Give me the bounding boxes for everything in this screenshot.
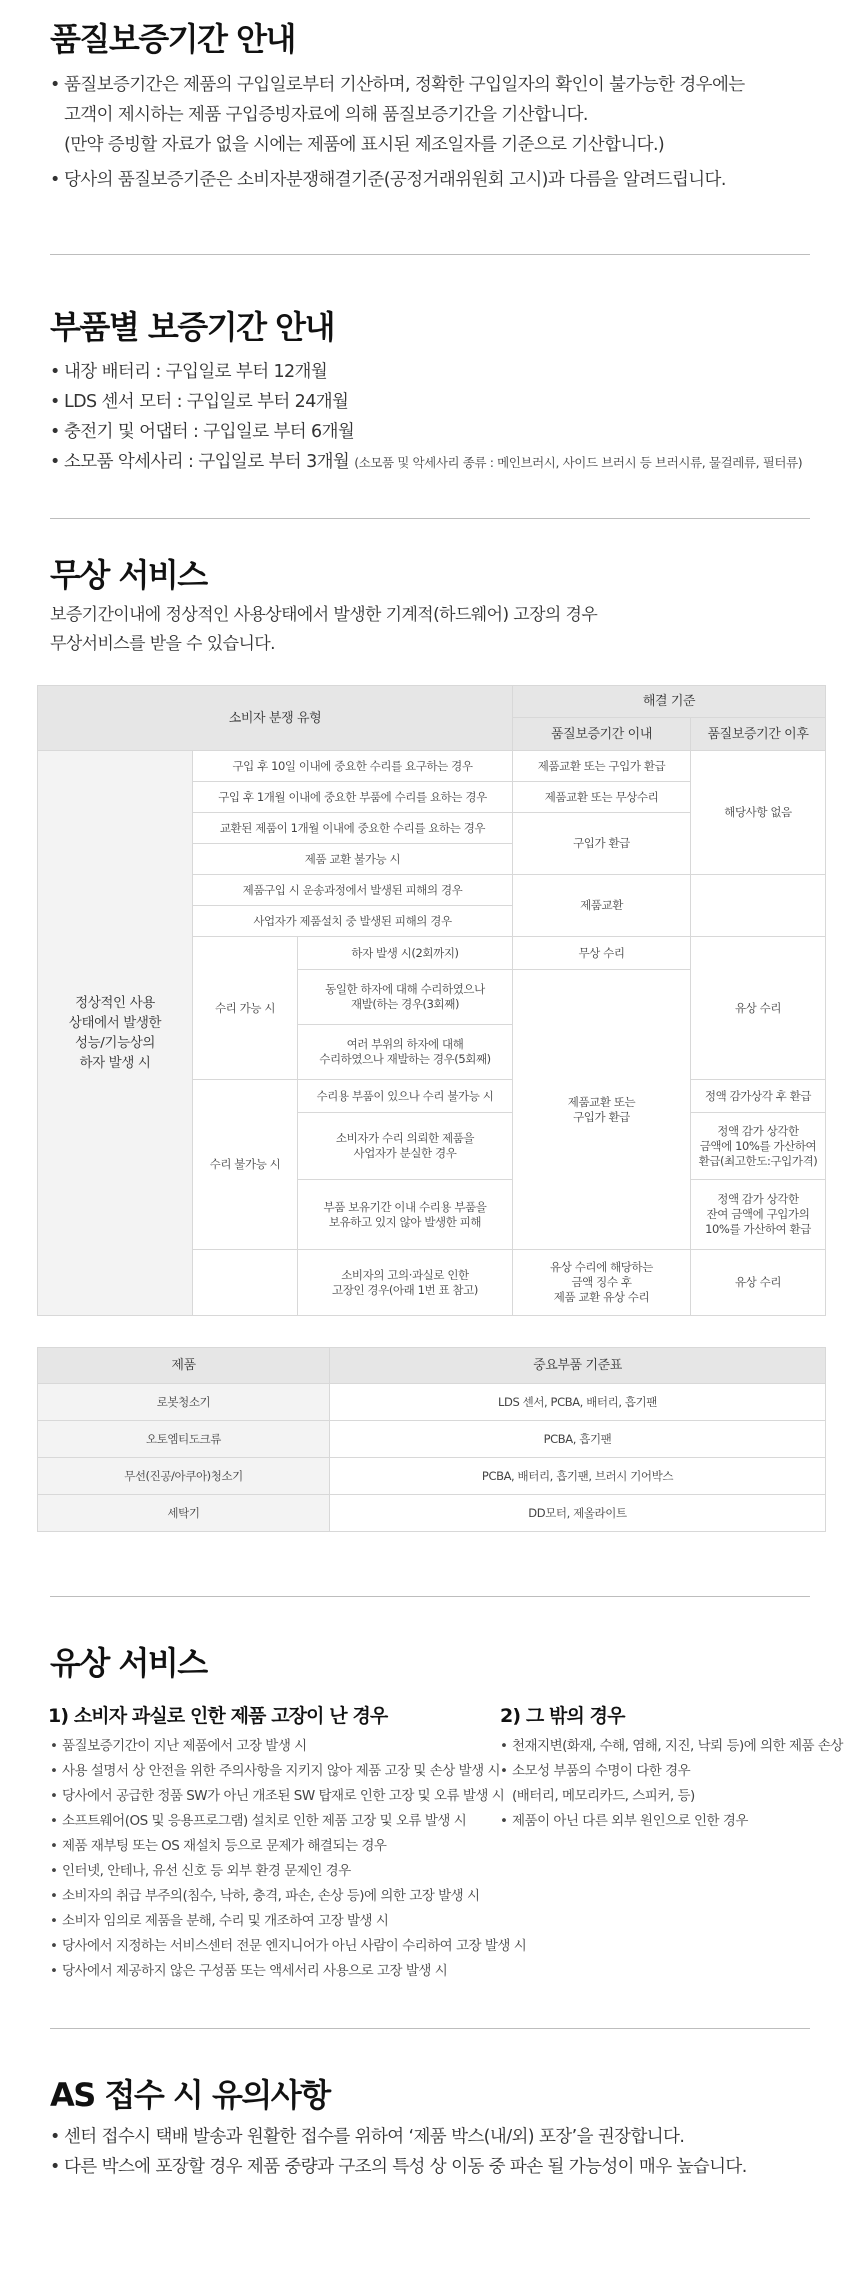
table-cell: 구입 후 1개월 이내에 중요한 부품에 수리를 요하는 경우: [193, 782, 513, 813]
list-item: • 당사의 품질보증기준은 소비자분쟁해결기준(공정거래위원회 고시)과 다름을 알려드립니다.: [50, 165, 745, 195]
table-cell: 오토엠티도크류: [38, 1421, 330, 1458]
table-cell: 구입가 환급: [513, 813, 691, 875]
table-cell: 하자 발생 시(2회까지): [298, 937, 513, 970]
list-item: • 인터넷, 안테나, 유선 신호 등 외부 환경 문제인 경우: [50, 1859, 526, 1884]
table-row: [38, 1384, 826, 1421]
bullet-icon: •: [50, 1913, 58, 1929]
table-cell: 수리 가능 시: [193, 937, 298, 1080]
table-cell: 정액 감가 상각한 금액에 10%를 가산하여 환급(최고한도:구입가격): [691, 1113, 826, 1180]
important-parts-table: [37, 1347, 826, 1532]
list-item: • 당사에서 공급한 정품 SW가 아닌 개조된 SW 탑재로 인한 고장 및 오류 발생 시: [50, 1784, 526, 1809]
header-product: 제품: [38, 1348, 330, 1384]
bullet-icon: •: [50, 170, 60, 190]
table-cell: 무상 수리: [513, 937, 691, 970]
table-cell: 로봇청소기: [38, 1384, 330, 1421]
bullet-icon: •: [50, 1938, 58, 1954]
table-cell: 제품교환 또는 구입가 환급: [513, 970, 691, 1250]
list-item: • 센터 접수시 택배 발송과 원활한 접수를 위하여 ‘제품 박스(내/외) 포장’을 권장합니다.: [50, 2122, 747, 2152]
list-item: • 당사에서 지정하는 서비스센터 전문 엔지니어가 아닌 사람이 수리하여 고장 발생 시: [50, 1934, 526, 1959]
table-cell: 구입 후 10일 이내에 중요한 수리를 요구하는 경우: [193, 751, 513, 782]
bullet-icon: •: [50, 1813, 58, 1829]
table-row: [38, 1495, 826, 1532]
table-cell: 세탁기: [38, 1495, 330, 1532]
list-item: • 소모성 부품의 수명이 다한 경우: [500, 1759, 843, 1784]
list-item: • LDS 센서 모터 : 구입일로 부터 24개월: [50, 387, 802, 417]
paid-service-title: 유상 서비스: [50, 1644, 207, 1682]
list-item: • 사용 설명서 상 안전을 위한 주의사항을 지키지 않아 제품 고장 및 손상 발생 시: [50, 1759, 526, 1784]
bullet-icon: •: [50, 1963, 58, 1979]
table-cell: 부품 보유기간 이내 수리용 부품을 보유하고 있지 않아 발생한 피해: [298, 1180, 513, 1250]
table-cell: 교환된 제품이 1개월 이내에 중요한 수리를 요하는 경우: [193, 813, 513, 844]
paid-negligence-list: [50, 1734, 526, 1984]
list-item: • 품질보증기간은 제품의 구입일로부터 기산하며, 정확한 구입일자의 확인이 불가능한 경우에는: [50, 70, 745, 100]
bullet-icon: •: [50, 422, 60, 442]
section-divider: [50, 518, 810, 519]
table-cell: 유상 수리: [691, 1250, 826, 1316]
table-row: [38, 1458, 826, 1495]
table-cell: [193, 1250, 298, 1316]
paid-negligence-title: 1) 소비자 과실로 인한 제품 고장이 난 경우: [48, 1705, 388, 1727]
as-notice-list: [50, 2122, 747, 2182]
section-divider: [50, 2028, 810, 2029]
dispute-resolution-table: [37, 685, 826, 1316]
bullet-icon: •: [50, 2127, 60, 2147]
parts-list: [50, 357, 802, 478]
free-service-title: 무상 서비스: [50, 556, 207, 594]
header-after-warranty: 품질보증기간 이후: [691, 718, 826, 751]
list-item: • 제품 재부팅 또는 OS 재설치 등으로 문제가 해결되는 경우: [50, 1834, 526, 1859]
bullet-icon: •: [50, 1788, 58, 1804]
table-cell: 수리 불가능 시: [193, 1080, 298, 1250]
bullet-icon: •: [50, 1838, 58, 1854]
table-cell: 여러 부위의 하자에 대해 수리하였으나 재발하는 경우(5회째): [298, 1025, 513, 1080]
warranty-list: [50, 70, 745, 195]
category-cell: 정상적인 사용 상태에서 발생한 성능/기능상의 하자 발생 시: [38, 751, 193, 1316]
bullet-icon: •: [500, 1813, 508, 1829]
table-cell: [691, 875, 826, 937]
list-item: • 충전기 및 어댑터 : 구입일로 부터 6개월: [50, 417, 802, 447]
header-dispute-type: 소비자 분쟁 유형: [38, 686, 513, 751]
bullet-icon: •: [50, 2157, 60, 2177]
list-item: • 소프트웨어(OS 및 응용프로그램) 설치로 인한 제품 고장 및 오류 발생 시: [50, 1809, 526, 1834]
bullet-icon: •: [500, 1763, 508, 1779]
table-cell: 정액 감가상각 후 환급: [691, 1080, 826, 1113]
list-item: • 소모품 악세사리 : 구입일로 부터 3개월 (소모품 및 악세사리 종류 : 메인브러시, 사이드 브러시 등 브러시류, 물걸레류, 필터류): [50, 447, 802, 478]
list-item-continuation: (만약 증빙할 자료가 없을 시에는 제품에 표시된 제조일자를 기준으로 기산합니다.): [64, 135, 665, 155]
parts-title: 부품별 보증기간 안내: [50, 308, 334, 346]
header-resolution: 해결 기준: [513, 686, 826, 718]
list-item: • 품질보증기간이 지난 제품에서 고장 발생 시: [50, 1734, 526, 1759]
table-cell: 소비자가 수리 의뢰한 제품을 사업자가 분실한 경우: [298, 1113, 513, 1180]
table-cell: LDS 센서, PCBA, 배터리, 흡기팬: [330, 1384, 826, 1421]
table-cell: 소비자의 고의·과실로 인한 고장인 경우(아래 1번 표 참고): [298, 1250, 513, 1316]
table-cell: 무선(진공/아쿠아)청소기: [38, 1458, 330, 1495]
header-within-warranty: 품질보증기간 이내: [513, 718, 691, 751]
table-cell: 사업자가 제품설치 중 발생된 피해의 경우: [193, 906, 513, 937]
section-divider: [50, 254, 810, 255]
list-item: • 소비자 임의로 제품을 분해, 수리 및 개조하여 고장 발생 시: [50, 1909, 526, 1934]
bullet-icon: •: [50, 1738, 58, 1754]
list-item: • 내장 배터리 : 구입일로 부터 12개월: [50, 357, 802, 387]
paid-other-title: 2) 그 밖의 경우: [500, 1705, 625, 1727]
table-cell: 정액 감가 상각한 잔여 금액에 구입가의 10%를 가산하여 환급: [691, 1180, 826, 1250]
list-item: • 제품이 아닌 다른 외부 원인으로 인한 경우: [500, 1809, 843, 1834]
table-cell: PCBA, 배터리, 흡기팬, 브러시 기어박스: [330, 1458, 826, 1495]
header-standard: 중요부품 기준표: [330, 1348, 826, 1384]
table-cell: 동일한 하자에 대해 수리하였으나 재발(하는 경우(3회째): [298, 970, 513, 1025]
table-cell: 제품교환 또는 무상수리: [513, 782, 691, 813]
list-item: • 당사에서 제공하지 않은 구성품 또는 액세서리 사용으로 고장 발생 시: [50, 1959, 526, 1984]
free-service-desc: 보증기간이내에 정상적인 사용상태에서 발생한 기계적(하드웨어) 고장의 경우 무상서비스를 받을 수 있습니다.: [50, 605, 598, 654]
as-notice-title: AS 접수 시 유의사항: [50, 2076, 330, 2114]
table-cell: 유상 수리: [691, 937, 826, 1080]
table-cell: 제품교환 또는 구입가 환급: [513, 751, 691, 782]
table-cell: 수리용 부품이 있으나 수리 불가능 시: [298, 1080, 513, 1113]
table-cell: 해당사항 없음: [691, 751, 826, 875]
bullet-icon: •: [500, 1738, 508, 1754]
table-cell: 제품교환: [513, 875, 691, 937]
list-item: • 다른 박스에 포장할 경우 제품 중량과 구조의 특성 상 이동 중 파손 될 가능성이 매우 높습니다.: [50, 2152, 747, 2182]
section-divider: [50, 1596, 810, 1597]
bullet-icon: •: [50, 362, 60, 382]
consumable-note: (소모품 및 악세사리 종류 : 메인브러시, 사이드 브러시 등 브러시류, 물걸레류, 필터류): [354, 455, 803, 470]
bullet-icon: •: [50, 1888, 58, 1904]
table-cell: 유상 수리에 해당하는 금액 징수 후 제품 교환 유상 수리: [513, 1250, 691, 1316]
paid-other-list: [500, 1734, 843, 1834]
table-cell: DD모터, 제올라이트: [330, 1495, 826, 1532]
list-item-continuation: 고객이 제시하는 제품 구입증빙자료에 의해 품질보증기간을 기산합니다.: [64, 105, 588, 125]
bullet-icon: •: [50, 1763, 58, 1779]
bullet-icon: •: [50, 452, 60, 472]
list-item: • 소비자의 취급 부주의(침수, 낙하, 충격, 파손, 손상 등)에 의한 고장 발생 시: [50, 1884, 526, 1909]
warranty-title: 품질보증기간 안내: [50, 20, 295, 58]
bullet-icon: •: [50, 392, 60, 412]
table-cell: 제품구입 시 운송과정에서 발생된 피해의 경우: [193, 875, 513, 906]
table-cell: 제품 교환 불가능 시: [193, 844, 513, 875]
bullet-icon: •: [50, 75, 60, 95]
table-cell: PCBA, 흡기팬: [330, 1421, 826, 1458]
table-row: [38, 1421, 826, 1458]
list-item: • 천재지변(화재, 수해, 염해, 지진, 낙뢰 등)에 의한 제품 손상: [500, 1734, 843, 1759]
list-item-continuation: (배터리, 메모리카드, 스피커, 등): [512, 1788, 695, 1804]
bullet-icon: •: [50, 1863, 58, 1879]
